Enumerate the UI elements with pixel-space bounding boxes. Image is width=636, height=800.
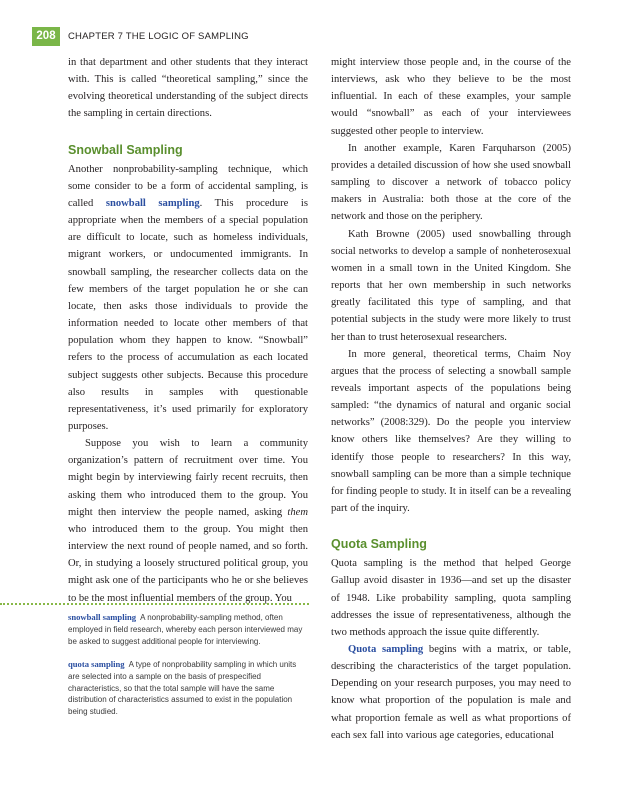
glossary-term: quota sampling	[68, 659, 125, 669]
emphasis: them	[287, 506, 308, 518]
paragraph: in that department and other students that they interact with. This is called “theoretical sampling,” since the evolving theoretical understanding of the subject directs the sampling in certain directions.	[68, 57, 308, 120]
glossary-definition: A nonprobability-sampling method, often employed in field research, whereby each person interviewed may be asked to suggest additional people for interviewing.	[68, 613, 303, 646]
page-number: 208	[32, 27, 60, 46]
section-heading-quota: Quota Sampling	[331, 537, 427, 552]
chapter-title: CHAPTER 7 THE LOGIC OF SAMPLING	[68, 31, 249, 42]
paragraph: might interview those people and, in the course of the interviews, ask who they believe to be the most influential. In each of these examples, your sample would “snowball” as each of your interviewees suggested other people to interview.	[331, 57, 571, 137]
text-run: Suppose you wish to learn a community organization’s pattern of recruitment over time. You might begin by interviewing fairly recent recruits, then asking them who introduced them to the group. You might then interview the people named, asking	[68, 438, 308, 518]
text-run: who introduced them to the group. You might then interview the next round of people named, and so forth. Or, in studying a loosely structured political group, you might ask one of the participants who he or she believes to be the most influential members of the group. You	[68, 523, 308, 604]
paragraph	[68, 435, 308, 607]
paragraph: Kath Browne (2005) used snowballing through social networks to develop a sample of nonheterosexual women in a small town in the United Kingdom. She reports that her own membership in such networks greatly facilitated this type of sampling, and that potential subjects in the study were more likely to trust her than to trust heterosexual researchers.	[331, 228, 571, 343]
glossary-definition: A type of nonprobability sampling in which units are selected into a sample on the basis of prespecified characteristics, so that the total sample will have the same distribution of characteristics assumed to exist in the population being studied.	[68, 660, 297, 717]
paragraph: In another example, Karen Farquharson (2005) provides a detailed discussion of how she used snowball sampling to discover a network of tobacco policy makers in Australia: both those at the core of the network and those on the periphery.	[331, 142, 571, 223]
text-run: Another nonprobability-sampling technique, which some consider to be a form of accidental sampling, is called	[68, 163, 308, 209]
glossary-term: snowball sampling	[68, 612, 137, 622]
glossary-entry	[68, 612, 308, 647]
paragraph	[68, 161, 308, 436]
section-heading-snowball: Snowball Sampling	[68, 142, 183, 157]
left-column	[68, 54, 308, 607]
paragraph	[331, 641, 571, 744]
key-term-quota-sampling: Quota sampling	[348, 644, 424, 655]
text-run: begins with a matrix, or table, describing the characteristics of the target population. Depending on your research purposes, you may need to know what proportion of the population is male and what proportion female as well as what proportions of each sex fall into various age categories, educational	[331, 644, 571, 741]
paragraph: Quota sampling is the method that helped George Gallup avoid disaster in 1936—and set up the disaster of 1948. Like probability sampling, quota sampling addresses the issue of representativeness, although the two methods approach the issue quite differently.	[331, 558, 571, 638]
paragraph: In more general, theoretical terms, Chaim Noy argues that the process of selecting a snowball sample reveals important aspects of the populations being sampled: “the dynamics of natural and organic social networks” (2008:329). Do the people you interview know others like themselves? Are they willing to identify those people to researchers? In this way, snowball sampling can be more than a simple technique for finding people to study. It in itself can be a revealing part of the inquiry.	[331, 348, 571, 515]
glossary-entry	[68, 659, 308, 718]
right-column	[331, 54, 571, 744]
glossary-divider	[0, 603, 309, 605]
key-term-snowball-sampling: snowball sampling	[105, 197, 200, 209]
text-run: . This procedure is appropriate when the members of a special population are difficult to locate, such as homeless individuals, migrant workers, or undocumented immigrants. In snowball sampling, the researcher collects data on the few members of the target population he or she can locate, then asks those individuals to provide the information needed to locate other members of that population whom they happen to know. “Snowball” refers to the process of accumulation as each located subject suggests other subjects. Because this procedure also results in samples with questionable representativeness, it’s used primarily for exploratory purposes.	[68, 197, 308, 432]
